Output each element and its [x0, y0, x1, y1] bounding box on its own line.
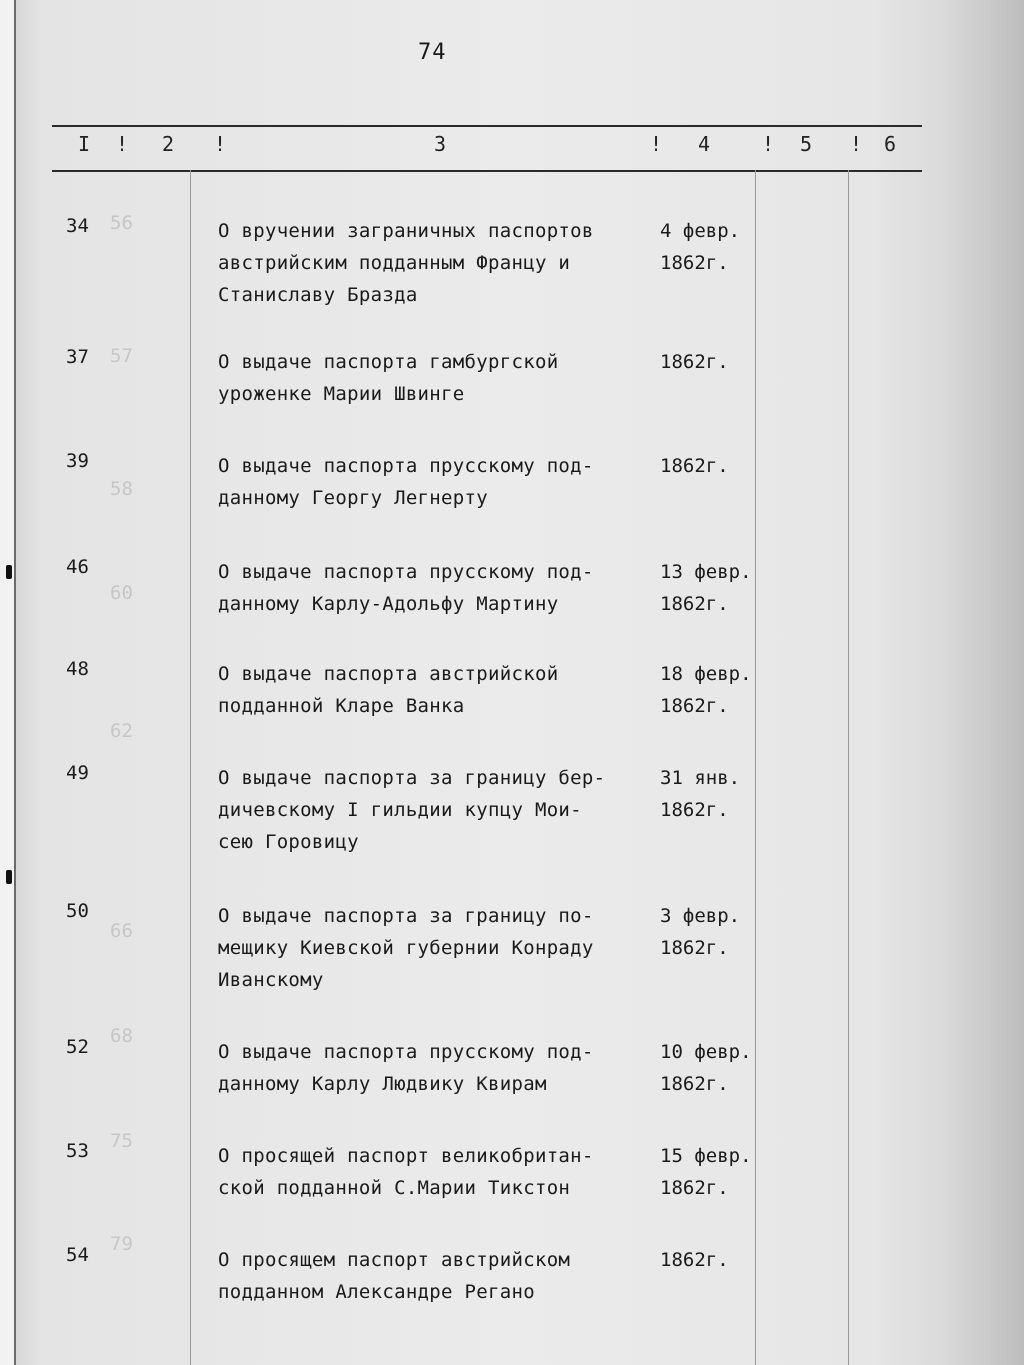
entry-date: 1862г.	[660, 351, 729, 373]
entry-date: 3 февр. 1862г.	[660, 905, 741, 959]
column-divider	[848, 170, 849, 1365]
header-col-2: 2	[162, 132, 175, 156]
entry-date: 15 февр. 1862г.	[660, 1145, 752, 1199]
entry-date: 13 февр. 1862г.	[660, 561, 752, 615]
entry-number: 48	[66, 658, 89, 680]
entry-number: 46	[66, 556, 89, 578]
header-col-5: 5	[800, 132, 813, 156]
entry-number: 49	[66, 762, 89, 784]
header-separator: !	[116, 132, 129, 156]
page-number: 74	[418, 40, 447, 65]
entry-title: О вручении заграничных паспортов австрийским подданным Францу и Станиславу Бразда	[218, 220, 594, 306]
entry-title: О выдаче паспорта за границу по- мещику Киевской губернии Конраду Иванскому	[218, 905, 594, 991]
entry-number: 52	[66, 1036, 89, 1058]
entry-title: О просящем паспорт австрийском подданном Александре Регано	[218, 1249, 571, 1303]
binding-mark	[6, 870, 12, 884]
header-col-1: I	[78, 132, 91, 156]
entry-number: 37	[66, 346, 89, 368]
entry-title: О выдаче паспорта прусскому под- данному Карлу-Адольфу Мартину	[218, 561, 594, 615]
header-separator: !	[214, 132, 227, 156]
left-page-edge	[0, 0, 16, 1365]
header-col-6: 6	[884, 132, 897, 156]
column-divider	[190, 170, 191, 1365]
header-separator: !	[762, 132, 775, 156]
entry-date: 31 янв. 1862г.	[660, 767, 741, 821]
entry-title: О выдаче паспорта австрийской подданной Кларе Ванка	[218, 663, 559, 717]
entry-date: 18 февр. 1862г.	[660, 663, 752, 717]
header-col-4: 4	[698, 132, 711, 156]
entry-number: 39	[66, 450, 89, 472]
bleed-through: 75	[110, 1130, 133, 1152]
bleed-through: 56	[110, 212, 133, 234]
header-col-3: 3	[434, 132, 447, 156]
entry-title: О выдаче паспорта прусскому под- данному Карлу Людвику Квирам	[218, 1041, 594, 1095]
page-shadow	[944, 0, 1024, 1365]
bleed-through: 58	[110, 478, 133, 500]
entry-date: 1862г.	[660, 455, 729, 477]
entry-number: 53	[66, 1140, 89, 1162]
bleed-through: 68	[110, 1025, 133, 1047]
header-separator: !	[650, 132, 663, 156]
entry-number: 34	[66, 215, 89, 237]
entry-date: 4 февр. 1862г.	[660, 220, 741, 274]
entry-title: О выдаче паспорта прусскому под- данному Георгу Легнерту	[218, 455, 594, 509]
entry-title: О выдаче паспорта гамбургской уроженке Марии Швинге	[218, 351, 559, 405]
bleed-through: 57	[110, 345, 133, 367]
entry-date: 1862г.	[660, 1249, 729, 1271]
entry-number: 54	[66, 1244, 89, 1266]
binding-mark	[6, 565, 12, 579]
entry-number: 50	[66, 900, 89, 922]
bleed-through: 79	[110, 1233, 133, 1255]
table-header	[52, 132, 922, 162]
entry-title: О просящей паспорт великобритан- ской подданной С.Марии Тикстон	[218, 1145, 594, 1199]
header-separator: !	[850, 132, 863, 156]
bleed-through: 66	[110, 920, 133, 942]
entry-date: 10 февр. 1862г.	[660, 1041, 752, 1095]
header-top-rule	[52, 125, 922, 127]
entry-title: О выдаче паспорта за границу бер- дичевскому I гильдии купцу Мои- сею Горовицу	[218, 767, 606, 853]
header-bottom-rule	[52, 170, 922, 172]
bleed-through: 60	[110, 582, 133, 604]
bleed-through: 62	[110, 720, 133, 742]
